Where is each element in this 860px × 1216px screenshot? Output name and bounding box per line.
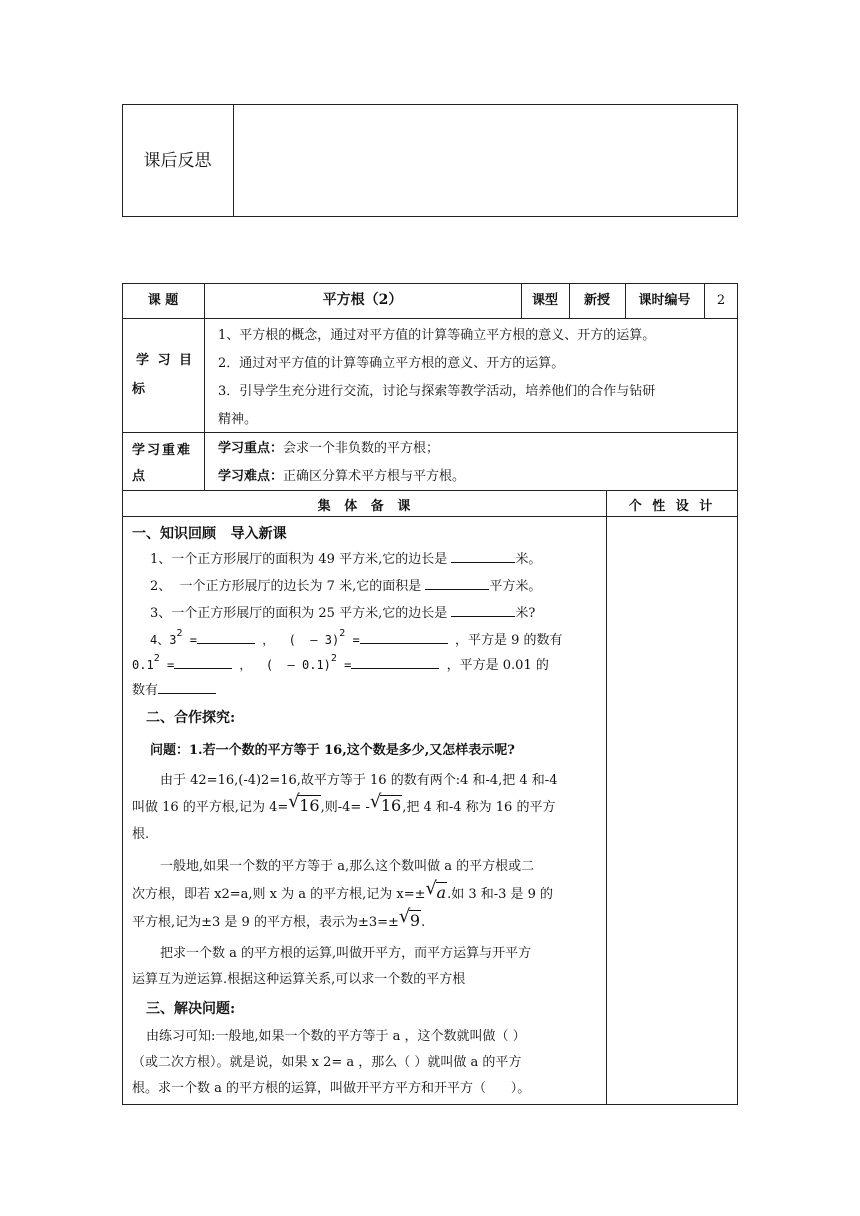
- exercise-3-unit: 米?: [515, 606, 536, 621]
- p2-line2-b: .如 3 和-3 是 9 的: [447, 887, 554, 902]
- reflection-label: 课后反思: [143, 151, 212, 171]
- exponent: 2: [153, 653, 160, 664]
- exercise-2-unit: 平方米。: [489, 579, 542, 594]
- row-divider-columns: [122, 516, 738, 517]
- exercise-5-tail: ，平方是 0.01 的: [446, 658, 549, 673]
- answer-blank[interactable]: [174, 654, 232, 669]
- section3-line3: 根。求一个数 a 的平方根的运算，叫做开平方平方和开平方（ ）。: [132, 1081, 531, 1096]
- p2-line2-a: 次方根，即若 x2=a,则 x 为 a 的平方根,记为 x=±: [132, 887, 426, 902]
- answer-blank[interactable]: [351, 654, 439, 669]
- focus-line: [218, 440, 736, 458]
- section3-line2: （或二次方根）。就是说，如果 x 2= a ，那么（ ）就叫做 a 的平方: [132, 1055, 522, 1070]
- personal-header: 个 性 设 计: [628, 499, 716, 514]
- exercise-3: [150, 601, 600, 626]
- answer-blank[interactable]: [451, 548, 515, 563]
- section3-title: 三、解决问题:: [146, 1001, 236, 1017]
- p3-line2: 运算互为逆运算.根据这种运算关系,可以求一个数的平方根: [132, 972, 466, 987]
- exercise-6: [132, 678, 598, 703]
- objective-item-4: 精神。: [218, 412, 258, 427]
- radicand: 16: [380, 796, 402, 815]
- difficulty-text: 正确区分算术平方根与平方根。: [283, 469, 466, 484]
- radicand: a: [436, 883, 447, 902]
- equals-sign: =: [166, 658, 175, 672]
- collective-header: 集 体 备 课: [317, 499, 411, 514]
- objectives-label-line2: 标: [132, 382, 146, 397]
- keypoints-label-line1: 学习重难: [132, 443, 193, 458]
- p1-line2-c: ,把 4 和-4 称为 16 的平方: [402, 800, 556, 815]
- p2-line2: [132, 878, 598, 907]
- objective-item-2: 2．通过对平方值的计算等确立平方根的意义、开方的运算。: [218, 356, 565, 371]
- p2-line3: [132, 906, 598, 935]
- exercise-3-text: 3、一个正方形展厅的面积为 25 平方米,它的边长是: [150, 606, 448, 621]
- section1-title: 一、知识回顾 导入新课: [132, 526, 287, 542]
- p1-line2-a: 叫做 16 的平方根,记为 4=: [132, 800, 289, 815]
- row-divider-objectives: [122, 432, 738, 433]
- exponent: 2: [339, 628, 346, 639]
- section3-line1: 由练习可知:一般地,如果一个数的平方等于 a ，这个数就叫做（ ）: [146, 1029, 526, 1044]
- objectives-label-line1: 学 习 目: [136, 353, 195, 368]
- answer-blank[interactable]: [158, 679, 216, 694]
- answer-blank[interactable]: [425, 575, 489, 590]
- exercise-5-neg: ， ( – 0.1): [239, 658, 331, 672]
- p2-line1: 一般地,如果一个数的平方等于 a,那么这个数叫做 a 的平方根或二: [160, 859, 535, 874]
- radicand: 16: [299, 796, 320, 815]
- sqrt-16: √ 16: [288, 791, 320, 815]
- section2-title: 二、合作探究:: [146, 710, 236, 726]
- exercise-4-neg: ， ( – 3): [262, 633, 340, 647]
- p2-line3-a: 平方根,记为±3 是 9 的平方根，表示为±3=±: [132, 915, 399, 930]
- equals-sign: =: [352, 633, 360, 647]
- difficulty-line: [218, 468, 736, 486]
- lesson-no-value: 2: [716, 293, 726, 308]
- p1-line2-b: ,则-4= -: [320, 800, 370, 815]
- exercise-1-unit: 米。: [515, 552, 542, 567]
- topic-value: 平方根（2）: [322, 292, 403, 308]
- objective-item-3: 3．引导学生充分进行交流，讨论与探索等教学活动，培养他们的合作与钻研: [218, 384, 656, 399]
- difficulty-label: 学习难点：: [218, 469, 284, 484]
- topic-label: 课 题: [147, 293, 179, 308]
- focus-text: 会求一个非负数的平方根；: [283, 441, 440, 456]
- p2-line3-b: .: [421, 915, 426, 930]
- equals-sign: =: [344, 658, 352, 672]
- answer-blank[interactable]: [360, 629, 448, 644]
- col-divider-personal: [606, 490, 607, 1105]
- objective-item-1: 1、平方根的概念，通过对平方值的计算等确立平方根的意义、开方的运算。: [218, 328, 656, 343]
- exercise-2: [150, 574, 600, 599]
- p1-line2: [132, 791, 598, 820]
- answer-blank[interactable]: [451, 602, 515, 617]
- exercise-1-text: 1、一个正方形展厅的面积为 49 平方米,它的边长是: [150, 552, 448, 567]
- row-divider-keypoints: [122, 490, 738, 491]
- reflection-divider: [233, 104, 234, 217]
- p1-line3: 根.: [132, 827, 150, 842]
- col-divider-label: [204, 283, 205, 490]
- exercise-4: [150, 628, 600, 654]
- exercise-5-base: 0.1: [132, 658, 154, 672]
- exponent: 2: [176, 628, 183, 639]
- section2-question: 问题：1.若一个数的平方等于 16,这个数是多少,又怎样表示呢?: [150, 743, 515, 758]
- exercise-5: [132, 653, 598, 679]
- equals-sign: =: [189, 633, 197, 647]
- exponent: 2: [330, 653, 337, 664]
- row-divider-header: [122, 318, 738, 319]
- exercise-4-tail: ，平方是 9 的数有: [454, 633, 563, 648]
- p1-line1: 由于 42=16,(-4)2=16,故平方等于 16 的数有两个:4 和-4,把 4 和-4: [160, 773, 558, 788]
- exercise-4-base: 4、3: [150, 633, 177, 647]
- p3-line1: 把求一个数 a 的平方根的运算,叫做开平方，而平方运算与开平方: [160, 946, 532, 961]
- sqrt-9: √ 9: [398, 906, 421, 930]
- type-value: 新授: [583, 293, 610, 308]
- focus-label: 学习重点：: [218, 441, 284, 456]
- answer-blank[interactable]: [197, 629, 255, 644]
- keypoints-label-line2: 点: [132, 469, 146, 484]
- lesson-no-label: 课时编号: [638, 293, 691, 308]
- sqrt-16: √ 16: [369, 791, 402, 815]
- type-label: 课型: [531, 293, 558, 308]
- sqrt-a: √ a: [425, 878, 447, 902]
- radicand: 9: [409, 911, 421, 930]
- exercise-1: [150, 547, 600, 572]
- exercise-6-text: 数有: [132, 683, 159, 698]
- exercise-2-text: 2、 一个正方形展厅的边长为 7 米,它的面积是: [150, 579, 422, 594]
